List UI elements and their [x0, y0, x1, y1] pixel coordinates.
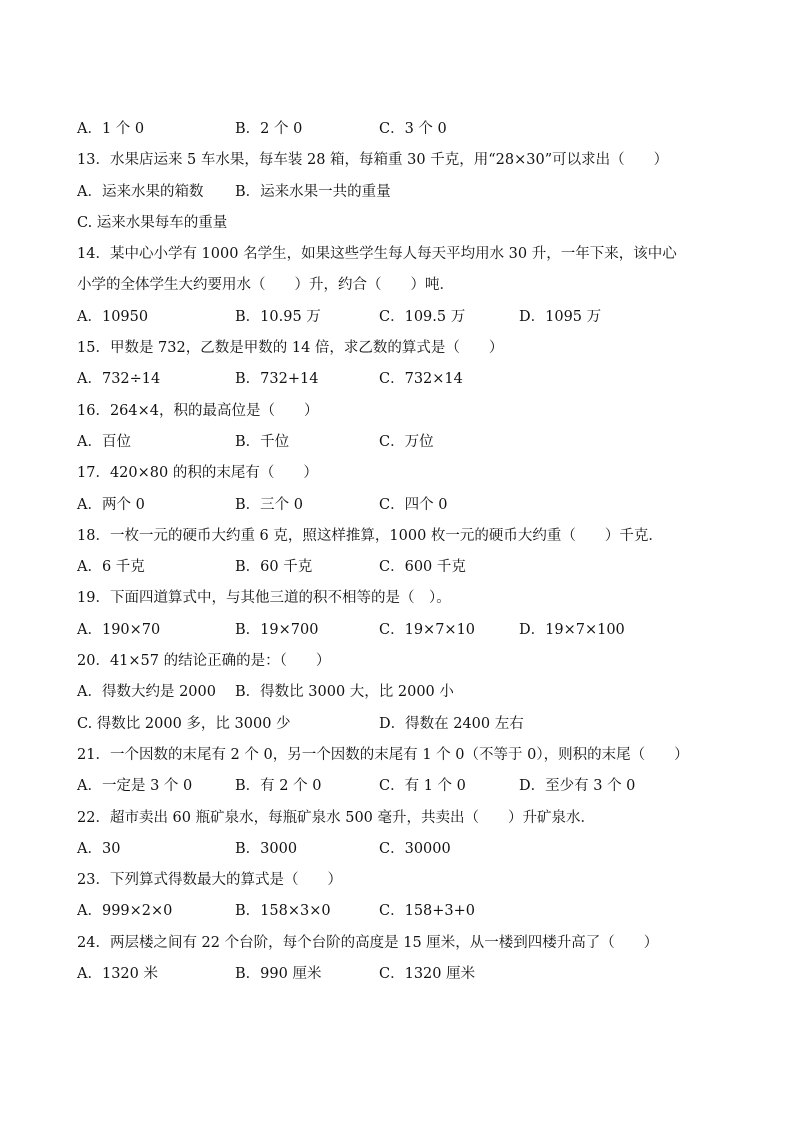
option-a[interactable]: A．999×2×0 [77, 903, 173, 920]
question-14-options [77, 305, 717, 336]
question-13-options [77, 180, 717, 211]
option-c[interactable]: C．3 个 0 [379, 121, 447, 137]
option-a[interactable]: A．一定是 3 个 0 [77, 778, 193, 795]
option-a[interactable]: A．1 个 0 [77, 121, 145, 137]
option-c[interactable]: C．30000 [379, 840, 451, 857]
option-b[interactable]: B．3000 [235, 840, 298, 857]
worksheet [77, 117, 717, 993]
option-c[interactable]: C．109.5 万 [379, 308, 466, 325]
question-20-options-row2 [77, 712, 717, 743]
option-a[interactable]: A．6 千克 [77, 559, 145, 576]
option-b[interactable]: B．990 厘米 [235, 966, 322, 983]
option-a[interactable]: A．运来水果的箱数 [77, 183, 204, 200]
question-18-stem: 18．一枚一元的硬币大约重 6 克，照这样推算，1000 枚一元的硬币大约重（ ）千克． [77, 527, 663, 544]
option-c[interactable]: C. 得数比 2000 多，比 3000 少 [77, 715, 291, 732]
option-c[interactable]: C．158+3+0 [379, 903, 476, 920]
option-a[interactable]: A．10950 [77, 308, 149, 325]
option-c[interactable]: C．四个 0 [379, 496, 448, 513]
option-d[interactable]: D．至少有 3 个 0 [519, 778, 636, 795]
option-a[interactable]: A．190×70 [77, 621, 161, 638]
option-b[interactable]: B．有 2 个 0 [235, 778, 322, 795]
option-c[interactable]: C．600 千克 [379, 559, 466, 576]
option-c[interactable]: C．1320 厘米 [379, 966, 476, 983]
question-24-options [77, 962, 717, 993]
option-a[interactable]: A．732÷14 [77, 371, 161, 388]
option-c[interactable]: C．732×14 [379, 371, 463, 388]
option-d[interactable]: D．19×7×100 [519, 621, 625, 638]
question-23-stem: 23．下列算式得数最大的算式是（ ） [77, 872, 342, 889]
question-20-stem: 20．41×57 的结论正确的是：（ ） [77, 653, 331, 670]
question-21-options [77, 774, 717, 805]
question-13-options-row2 [77, 211, 717, 242]
question-16-stem: 16．264×4，积的最高位是（ ） [77, 402, 319, 419]
option-b[interactable]: B．三个 0 [235, 496, 303, 513]
option-b[interactable]: B．2 个 0 [235, 121, 303, 137]
option-a[interactable]: A．30 [77, 840, 121, 857]
option-b[interactable]: B．732+14 [235, 371, 319, 388]
question-22-stem: 22．超市卖出 60 瓶矿泉水，每瓶矿泉水 500 毫升，共卖出（ ）升矿泉水． [77, 809, 596, 826]
question-23-options [77, 899, 717, 930]
option-b[interactable]: B．运来水果一共的重量 [235, 183, 391, 200]
question-20-options [77, 680, 717, 711]
option-a[interactable]: A．得数大约是 2000 [77, 684, 216, 701]
option-a[interactable]: A．百位 [77, 433, 131, 450]
option-b[interactable]: B．10.95 万 [235, 308, 321, 325]
question-14-stem-line1: 14．某中心小学有 1000 名学生，如果这些学生每人每天平均用水 30 升，一年下来，该中心 [77, 246, 677, 263]
option-c[interactable]: C．有 1 个 0 [379, 778, 466, 795]
question-18-options [77, 555, 717, 586]
question-24-stem: 24．两层楼之间有 22 个台阶，每个台阶的高度是 15 厘米，从一楼到四楼升高了（ ） [77, 934, 659, 951]
question-14-stem-line2: 小学的全体学生大约要用水（ ）升，约合（ ）吨． [77, 277, 454, 294]
question-19-stem: 19．下面四道算式中，与其他三道的积不相等的是（ ）。 [77, 590, 451, 607]
question-17-options [77, 493, 717, 524]
option-d[interactable]: D．得数在 2400 左右 [379, 715, 524, 732]
prev-options [77, 117, 717, 148]
question-21-stem: 21．一个因数的末尾有 2 个 0，另一个因数的末尾有 1 个 0（不等于 0），则积的末尾（ ） [77, 746, 689, 763]
option-c[interactable]: C. 运来水果每车的重量 [77, 214, 228, 231]
option-b[interactable]: B．60 千克 [235, 559, 313, 576]
option-b[interactable]: B．19×700 [235, 621, 319, 638]
option-b[interactable]: B．得数比 3000 大，比 2000 小 [235, 684, 454, 701]
question-13-stem: 13．水果店运来 5 车水果，每车装 28 箱，每箱重 30 千克，用“28×30”可以求出（ ） [77, 152, 669, 169]
question-22-options [77, 837, 717, 868]
option-d[interactable]: D．1095 万 [519, 308, 602, 325]
option-a[interactable]: A．两个 0 [77, 496, 145, 513]
question-15-stem: 15．甲数是 732，乙数是甲数的 14 倍，求乙数的算式是（ ） [77, 340, 504, 357]
question-17-stem: 17．420×80 的积的末尾有（ ） [77, 465, 318, 482]
option-c[interactable]: C．万位 [379, 433, 434, 450]
question-19-options [77, 618, 717, 649]
option-b[interactable]: B．158×3×0 [235, 903, 331, 920]
question-16-options [77, 430, 717, 461]
option-a[interactable]: A．1320 米 [77, 966, 158, 983]
question-15-options [77, 367, 717, 398]
option-b[interactable]: B．千位 [235, 433, 290, 450]
option-c[interactable]: C．19×7×10 [379, 621, 476, 638]
